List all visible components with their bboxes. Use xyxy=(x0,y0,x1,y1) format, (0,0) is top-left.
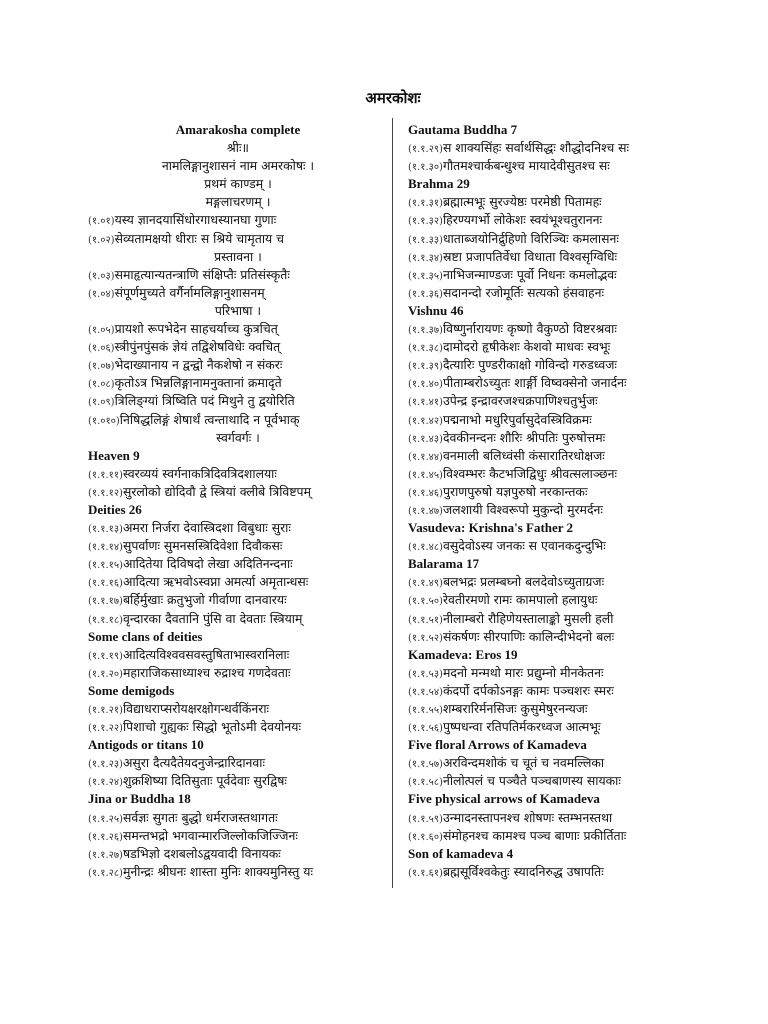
verse-text: ब्रह्मात्मभूः सुरज्येष्ठः परमेष्ठी पितामहः xyxy=(442,194,602,210)
centered-text-line: परिभाषा । xyxy=(214,302,262,318)
verse-number: (१.१.३१) xyxy=(408,198,443,210)
section-heading: Vasudeva: Krishna's Father 2 xyxy=(408,520,574,536)
verse-line xyxy=(408,628,708,646)
verse-line xyxy=(408,827,708,845)
verse-text: भेदाख्यानाय न द्वन्द्वो नैकशेषो न संकरः xyxy=(114,357,283,373)
verse-text: कंदर्पो दर्पकोऽनङ्गः कामः पञ्चशरः स्मरः xyxy=(442,682,614,698)
verse-text: सुरलोको द्योदिवौ द्वे स्त्रियां क्लीबे त्रिविष्टपम् xyxy=(122,483,312,499)
verse-line xyxy=(88,646,388,664)
verse-line xyxy=(88,320,388,338)
verse-number: (१.१.३४) xyxy=(408,252,443,264)
verse-line xyxy=(408,392,708,410)
verse-line xyxy=(408,700,708,718)
verse-number: (१.१.१८) xyxy=(88,614,123,626)
verse-line xyxy=(408,573,708,591)
verse-line xyxy=(88,863,388,881)
verse-text: बलभद्रः प्रलम्बघ्नो बलदेवोऽच्युताग्रजः xyxy=(442,574,605,590)
verse-text: हिरण्यगर्भो लोकेशः स्वयंभूश्चतुराननः xyxy=(442,212,603,228)
section-heading: Five floral Arrows of Kamadeva xyxy=(408,737,587,753)
verse-line xyxy=(88,537,388,555)
verse-text: संपूर्णमुच्यते वर्गैर्नामलिङ्गानुशासनम् xyxy=(114,284,265,300)
verse-number: (१.०९) xyxy=(88,397,115,409)
verse-line xyxy=(88,465,388,483)
verse-text: अरविन्दमशोकं च चूतं च नवमल्लिका xyxy=(442,755,605,771)
verse-text: पीताम्बरोऽच्युतः शार्ङ्गी विष्वक्सेनो जनार्दनः xyxy=(442,375,627,391)
verse-text: मदनो मन्मथो मारः प्रद्युम्नो मीनकेतनः xyxy=(442,664,604,680)
section-heading: Kamadeva: Eros 19 xyxy=(408,646,518,662)
verse-text: स शाक्यसिंहः सर्वार्थसिद्धः शौद्धोदनिश्च सः xyxy=(442,140,630,156)
verse-text: समन्तभद्रो भगवान्मारजिल्लोकजिज्जिनः xyxy=(122,827,298,843)
verse-line xyxy=(88,827,388,845)
page-title: अमरकोशः xyxy=(365,89,421,107)
verse-text: पिशाचो गुह्यकः सिद्धो भूतोऽमी देवयोनयः xyxy=(122,719,301,735)
verse-line xyxy=(408,664,708,682)
verse-text: विष्णुर्नारायणः कृष्णो वैकुण्ठो विष्टरश्रवाः xyxy=(442,321,617,337)
verse-line xyxy=(88,374,388,392)
verse-line xyxy=(408,772,708,790)
verse-text: विश्वम्भरः कैटभजिद्विधुः श्रीवत्सलाञ्छनः xyxy=(442,465,618,481)
verse-line xyxy=(88,664,388,682)
verse-line xyxy=(88,754,388,772)
centered-text-line: मङ्गलाचरणम् । xyxy=(205,194,271,210)
verse-number: (१.१.२४) xyxy=(88,777,123,789)
verse-text: सेव्यतामक्षयो धीराः स श्रिये चामृताय च xyxy=(114,230,285,246)
verse-number: (१.१.४९) xyxy=(408,578,443,590)
verse-number: (१.०१०) xyxy=(88,415,120,427)
verse-line xyxy=(408,157,708,175)
verse-number: (१.१.२५) xyxy=(88,813,123,825)
verse-number: (१.१.६१) xyxy=(408,867,443,879)
verse-text: यस्य ज्ञानदयासिंधोरगाधस्यानघा गुणाः xyxy=(114,212,277,228)
verse-text: स्रष्टा प्रजापतिर्वेधा विधाता विश्वसृग्विधिः xyxy=(442,248,617,264)
verse-line xyxy=(408,266,708,284)
verse-line xyxy=(88,610,388,628)
section-heading: Son of kamadeva 4 xyxy=(408,845,514,861)
verse-text: देवकीनन्दनः शौरिः श्रीपतिः पुरुषोत्तमः xyxy=(442,429,606,445)
verse-line xyxy=(408,863,708,881)
verse-number: (१.१.१७) xyxy=(88,596,123,608)
verse-number: (१.१.५०) xyxy=(408,596,443,608)
verse-line xyxy=(88,392,388,410)
verse-line xyxy=(408,230,708,248)
verse-line xyxy=(408,429,708,447)
centered-text-line: स्वर्गवर्गः । xyxy=(216,429,260,445)
verse-number: (१.१.४८) xyxy=(408,542,443,554)
verse-line xyxy=(88,555,388,573)
verse-number: (१.१.४०) xyxy=(408,379,443,391)
verse-line xyxy=(88,573,388,591)
verse-text: नाभिजन्माण्डजः पूर्वो निधनः कमलोद्भवः xyxy=(442,266,617,282)
verse-line xyxy=(88,356,388,374)
verse-number: (१.१.३६) xyxy=(408,288,443,300)
verse-line xyxy=(408,483,708,501)
verse-text: स्वरव्ययं स्वर्गनाकत्रिदिवत्रिदशालयाः xyxy=(122,465,277,481)
verse-text: मुनीन्द्रः श्रीघनः शास्ता मुनिः शाक्यमुनिस्तु यः xyxy=(122,863,313,879)
verse-number: (१.१.१५) xyxy=(88,560,123,572)
centered-text-line: प्रथमं काण्डम् । xyxy=(204,176,272,192)
centered-text-line: श्रीः॥ xyxy=(227,140,249,156)
verse-number: (१.०१) xyxy=(88,216,115,228)
verse-number: (१.०६) xyxy=(88,343,115,355)
verse-text: सर्वज्ञः सुगतः बुद्धो धर्मराजस्तथागतः xyxy=(122,809,278,825)
verse-number: (१.१.५६) xyxy=(408,723,443,735)
verse-number: (१.१.१६) xyxy=(88,578,123,590)
verse-number: (१.१.५९) xyxy=(408,813,443,825)
section-heading: Heaven 9 xyxy=(88,447,140,463)
section-heading: Some demigods xyxy=(88,682,175,698)
section-heading: Vishnu 46 xyxy=(408,302,464,318)
verse-text: रेवतीरमणो रामः कामपालो हलायुधः xyxy=(442,592,598,608)
verse-text: जलशायी विश्वरूपो मुकुन्दो मुरमर्दनः xyxy=(442,501,603,517)
verse-number: (१.१.१४) xyxy=(88,542,123,554)
verse-number: (१.१.११) xyxy=(88,469,123,481)
verse-line xyxy=(408,591,708,609)
verse-number: (१.१.३९) xyxy=(408,361,443,373)
verse-text: पुराणपुरुषो यज्ञपुरुषो नरकान्तकः xyxy=(442,483,588,499)
verse-text: नीलोत्पलं च पञ्चैते पञ्चबाणस्य सायकाः xyxy=(442,773,621,789)
verse-text: संमोहनश्च कामश्च पञ्च बाणाः प्रकीर्तिताः xyxy=(442,827,627,843)
verse-line xyxy=(88,230,388,248)
section-heading: Antigods or titans 10 xyxy=(88,737,204,753)
verse-text: आदित्यविश्ववसवस्तुषिताभास्वरानिलाः xyxy=(122,646,290,662)
section-heading: Deities 26 xyxy=(88,501,142,517)
verse-line xyxy=(408,411,708,429)
verse-text: पद्मनाभो मधुरिपुर्वासुदेवस्त्रिविक्रमः xyxy=(442,411,592,427)
verse-number: (१.०४) xyxy=(88,288,115,300)
verse-number: (१.१.५१) xyxy=(408,614,443,626)
verse-number: (१.१.१३) xyxy=(88,524,123,536)
verse-line xyxy=(408,248,708,266)
verse-line xyxy=(88,211,388,229)
verse-number: (१.१.२३) xyxy=(88,759,123,771)
verse-line xyxy=(408,809,708,827)
verse-text: सदानन्दो रजोमूर्तिः सत्यको हंसवाहनः xyxy=(442,284,604,300)
verse-number: (१.१.५२) xyxy=(408,632,443,644)
verse-number: (१.१.२६) xyxy=(88,831,123,843)
verse-number: (१.१.५४) xyxy=(408,686,443,698)
verse-number: (१.०८) xyxy=(88,379,115,391)
verse-line xyxy=(88,338,388,356)
section-heading: Brahma 29 xyxy=(408,176,470,192)
verse-number: (१.१.४४) xyxy=(408,451,443,463)
verse-number: (१.१.५३) xyxy=(408,668,443,680)
verse-text: स्त्रीपुंनपुंसकं ज्ञेयं तद्विशेषविधेः क्वचित् xyxy=(114,339,281,355)
verse-line xyxy=(88,411,388,429)
section-heading: Amarakosha complete xyxy=(175,122,301,137)
verse-line xyxy=(88,809,388,827)
verse-number: (१.१.३७) xyxy=(408,325,443,337)
verse-text: समाहृत्यान्यतन्त्राणि संक्षिप्तैः प्रतिसंस्कृतैः xyxy=(114,266,290,282)
section-heading: Jina or Buddha 18 xyxy=(88,791,191,807)
verse-number: (१.१.४६) xyxy=(408,487,443,499)
verse-text: वृन्दारका दैवतानि पुंसि वा देवताः स्त्रियाम् xyxy=(122,610,303,626)
verse-line xyxy=(408,338,708,356)
verse-line xyxy=(408,501,708,519)
verse-number: (१.१.२१) xyxy=(88,705,123,716)
verse-line xyxy=(88,483,388,501)
verse-number: (१.०७) xyxy=(88,361,115,373)
verse-number: (१.१.२८) xyxy=(88,867,123,879)
verse-text: सुपर्वाणः सुमनसस्त्रिदिवेशा दिवौकसः xyxy=(122,538,283,554)
verse-text: महाराजिकसाध्याश्च रुद्राश्च गणदेवताः xyxy=(122,664,291,680)
verse-number: (१.१.४१) xyxy=(408,397,443,409)
verse-text: प्रायशो रूपभेदेन साहचर्याच्च कुत्रचित् xyxy=(114,321,278,337)
verse-line xyxy=(408,211,708,229)
verse-number: (१.१.२७) xyxy=(88,849,123,861)
verse-text: धाताब्जयोनिर्द्रुहिणो विरिञ्चिः कमलासनः xyxy=(442,230,619,246)
verse-number: (१.१.३५) xyxy=(408,270,443,282)
column-divider xyxy=(392,118,393,888)
verse-line xyxy=(408,754,708,772)
verse-line xyxy=(408,139,708,157)
verse-number: (१.१.३०) xyxy=(408,162,443,174)
right-column xyxy=(408,121,708,881)
verse-line xyxy=(408,718,708,736)
verse-line xyxy=(88,266,388,284)
verse-text: ब्रह्मसूर्विश्वकेतुः स्यादनिरुद्ध उषापतिः xyxy=(442,863,604,879)
verse-text: पुष्पधन्वा रतिपतिर्मकरध्वज आत्मभूः xyxy=(442,719,601,735)
verse-number: (१.१.२२) xyxy=(88,723,123,735)
verse-number: (१.१.३३) xyxy=(408,234,443,246)
verse-number: (१.१.५८) xyxy=(408,777,443,789)
verse-text: अमरा निर्जरा देवास्त्रिदशा विबुधाः सुराः xyxy=(122,520,291,536)
verse-number: (१.०३) xyxy=(88,270,115,282)
verse-number: (१.१.५५) xyxy=(408,705,443,716)
verse-line xyxy=(408,193,708,211)
verse-number: (१.०५) xyxy=(88,325,115,337)
left-column xyxy=(88,121,388,881)
verse-line xyxy=(88,591,388,609)
verse-text: षडभिज्ञो दशबलोऽद्वयवादी विनायकः xyxy=(122,845,281,861)
section-heading: Balarama 17 xyxy=(408,556,480,572)
verse-text: दैत्यारिः पुण्डरीकाक्षो गोविन्दो गरुडध्वजः xyxy=(442,357,617,373)
centered-text-line: नामलिङ्गानुशासनं नाम अमरकोषः । xyxy=(161,158,315,174)
verse-line xyxy=(408,356,708,374)
verse-line xyxy=(408,465,708,483)
verse-text: आदितेया दिविषदो लेखा अदितिनन्दनाः xyxy=(122,556,293,572)
verse-line xyxy=(88,284,388,302)
verse-text: उपेन्द्र इन्द्रावरजश्चक्रपाणिश्चतुर्भुजः xyxy=(442,393,598,409)
verse-text: त्रिलिङ्ग्यां त्रिष्विति पदं मिथुने तु द्वयोरिति xyxy=(114,393,295,409)
verse-number: (१.१.४५) xyxy=(408,469,443,481)
verse-text: विद्याधराप्सरोयक्षरक्षोगन्धर्वकिंनराः xyxy=(122,701,270,716)
verse-line xyxy=(88,700,388,718)
centered-text-line: प्रस्तावना । xyxy=(214,248,262,264)
verse-number: (१.१.१२) xyxy=(88,487,123,499)
verse-number: (१.१.४३) xyxy=(408,433,443,445)
verse-text: बर्हिर्मुखाः क्रतुभुजो गीर्वाणा दानवारयः xyxy=(122,592,287,608)
section-heading: Five physical arrows of Kamadeva xyxy=(408,791,600,807)
verse-text: संकर्षणः सीरपाणिः कालिन्दीभेदनो बलः xyxy=(442,628,615,644)
verse-line xyxy=(88,772,388,790)
verse-line xyxy=(408,284,708,302)
verse-text: असुरा दैत्यदैतेयदनुजेन्द्रारिदानवाः xyxy=(122,755,266,771)
verse-text: शुक्रशिष्या दितिसुताः पूर्वदेवाः सुरद्विषः xyxy=(122,773,287,789)
verse-text: वनमाली बलिध्वंसी कंसारातिरधोक्षजः xyxy=(442,447,605,463)
verse-number: (१.१.४७) xyxy=(408,505,443,517)
verse-text: वसुदेवोऽस्य जनकः स एवानकदुन्दुभिः xyxy=(442,538,606,554)
verse-line xyxy=(88,845,388,863)
verse-number: (१.१.५७) xyxy=(408,759,443,771)
verse-text: आदित्या ऋभवोऽस्वप्ना अमर्त्या अमृतान्धसः xyxy=(122,574,309,590)
verse-text: नीलाम्बरो रौहिणेयस्तालाङ्को मुसली हली xyxy=(442,610,614,626)
verse-number: (१.१.२०) xyxy=(88,668,123,680)
verse-number: (१.१.६०) xyxy=(408,831,443,843)
verse-text: गौतमश्चार्कबन्धुश्च मायादेवीसुतश्च सः xyxy=(442,158,610,174)
verse-number: (१.०२) xyxy=(88,234,115,246)
verse-line xyxy=(88,519,388,537)
verse-number: (१.१.२९) xyxy=(408,144,443,156)
verse-number: (१.१.३२) xyxy=(408,216,443,228)
verse-line xyxy=(408,610,708,628)
verse-line xyxy=(408,447,708,465)
verse-text: उन्मादनस्तापनश्च शोषणः स्तम्भनस्तथा xyxy=(442,809,613,825)
verse-text: कृतोऽत्र भिन्नलिङ्गानामनुक्तानां क्रमादृते xyxy=(114,375,282,391)
verse-line xyxy=(88,718,388,736)
verse-line xyxy=(408,320,708,338)
verse-line xyxy=(408,537,708,555)
section-heading: Gautama Buddha 7 xyxy=(408,122,518,137)
verse-line xyxy=(408,682,708,700)
verse-text: दामोदरो हृषीकेशः केशवो माधवः स्वभूः xyxy=(442,339,611,355)
verse-number: (१.१.३८) xyxy=(408,343,443,355)
verse-text: शम्बरारिर्मनसिजः कुसुमेषुरनन्यजः xyxy=(442,701,588,716)
verse-line xyxy=(408,374,708,392)
verse-number: (१.१.४२) xyxy=(408,415,443,427)
verse-text: निषिद्धलिङ्गं शेषार्थं त्वन्ताथादि न पूर्वभाक् xyxy=(119,411,300,427)
verse-number: (१.१.१९) xyxy=(88,650,123,662)
section-heading: Some clans of deities xyxy=(88,628,203,644)
